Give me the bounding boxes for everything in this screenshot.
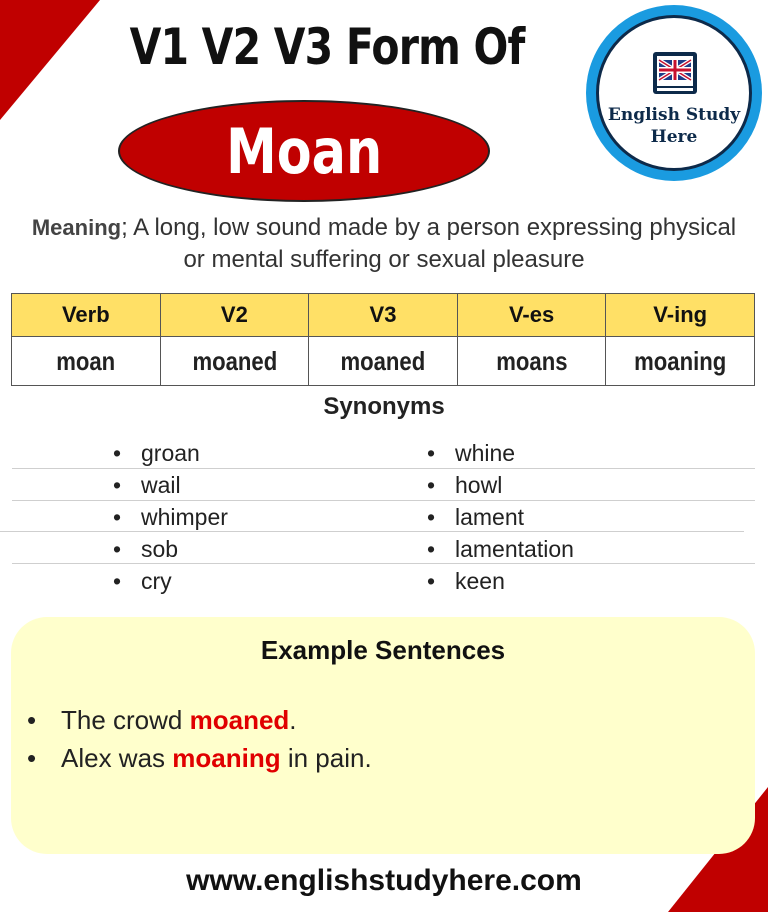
synonym-item: • keen — [427, 568, 505, 594]
bullet-icon: • — [27, 705, 37, 735]
synonym-item: • whimper — [113, 504, 228, 530]
value-verb: moan — [12, 337, 161, 386]
word-title: Moan — [225, 114, 383, 188]
bullet-icon: • — [427, 472, 436, 498]
verb-forms-header-row — [12, 294, 755, 337]
header-verb: Verb — [12, 294, 161, 337]
book-flag-icon — [649, 48, 701, 98]
site-logo[interactable] — [586, 5, 762, 181]
verb-forms-value-row — [12, 337, 755, 386]
bullet-icon: • — [427, 504, 436, 530]
example-sentence: • Alex was moaning in pain. — [27, 743, 372, 773]
bullet-icon: • — [427, 440, 436, 466]
synonym-item: • lamentation — [427, 536, 574, 562]
corner-decoration-top-left — [0, 0, 100, 120]
example-sentences-title: Example Sentences — [260, 635, 506, 665]
header-v3: V3 — [309, 294, 458, 337]
meaning-label: Meaning — [31, 215, 122, 240]
bullet-icon: • — [113, 536, 122, 562]
logo-line-2: Here — [650, 127, 698, 147]
bullet-icon: • — [427, 536, 436, 562]
value-v-ing: moaning — [606, 337, 755, 386]
synonym-divider — [12, 468, 755, 469]
bullet-icon: • — [27, 743, 37, 773]
bullet-icon: • — [427, 568, 436, 594]
synonym-item: • groan — [113, 440, 200, 466]
value-v-es: moans — [457, 337, 606, 386]
word-banner — [118, 100, 490, 202]
meaning-definition: A long, low sound made by a person expressing physical or mental suffering or sexual pleasure — [127, 214, 737, 273]
header-v2: V2 — [160, 294, 309, 337]
meaning-text — [20, 212, 748, 276]
synonyms-title: Synonyms — [323, 393, 445, 420]
meaning-separator: ; — [121, 214, 128, 241]
synonym-divider — [0, 531, 744, 532]
logo-text — [599, 104, 749, 148]
logo-line-1: English Study — [607, 105, 741, 125]
website-url[interactable]: www.englishstudyhere.com — [186, 864, 582, 897]
example-sentence: • The crowd moaned. — [27, 705, 297, 735]
page-title: V1 V2 V3 Form Of — [129, 18, 525, 76]
verb-forms-table — [11, 293, 755, 386]
synonym-item: • cry — [113, 568, 172, 594]
highlighted-verb: moaned — [189, 705, 290, 735]
example-sentences-box — [11, 617, 755, 854]
synonym-divider — [12, 500, 755, 501]
synonym-item: • lament — [427, 504, 525, 530]
bullet-icon: • — [113, 440, 122, 466]
synonym-divider — [12, 563, 755, 564]
value-v3: moaned — [309, 337, 458, 386]
synonym-item: • wail — [113, 472, 181, 498]
highlighted-verb: moaning — [172, 743, 281, 773]
synonym-item: • howl — [427, 472, 503, 498]
bullet-icon: • — [113, 504, 122, 530]
synonym-item: • whine — [427, 440, 516, 466]
header-v-ing: V-ing — [606, 294, 755, 337]
header-v-es: V-es — [457, 294, 606, 337]
bullet-icon: • — [113, 568, 122, 594]
value-v2: moaned — [160, 337, 309, 386]
synonym-item: • sob — [113, 536, 179, 562]
logo-inner-circle — [596, 15, 752, 171]
bullet-icon: • — [113, 472, 122, 498]
